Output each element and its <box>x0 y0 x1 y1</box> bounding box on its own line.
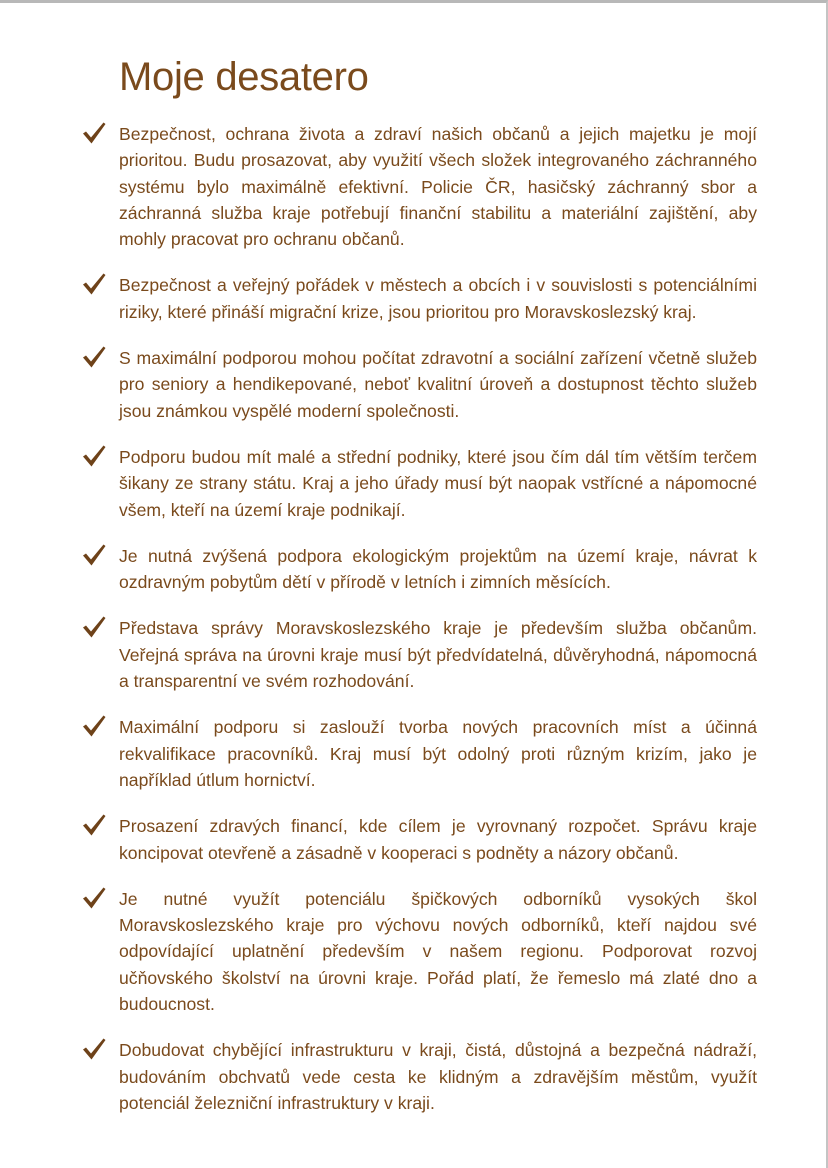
list-item-text: Bezpečnost, ochrana života a zdraví našich občanů a jejich majetku je mojí prioritou. Budu prosazovat, aby využití všech složek integrovaného záchranného systému bylo maximálně efektivní. Policie ČR, hasičský záchranný sbor a záchranná služba kraje potřebují finanční stabilitu a materiální zajištění, aby mohly pracovat pro ochranu občanů. <box>119 124 757 250</box>
check-mark-icon <box>81 272 107 296</box>
list-item <box>0 615 828 694</box>
list-item <box>0 444 828 523</box>
check-mark-icon <box>81 121 107 145</box>
list-item-text: Prosazení zdravých financí, kde cílem je vyrovnaný rozpočet. Správu kraje koncipovat otevřeně a zásadně v kooperaci s podněty a názory občanů. <box>119 816 757 863</box>
check-mark-icon <box>81 345 107 369</box>
list-item <box>0 714 828 793</box>
list-item <box>0 1037 828 1116</box>
list-item-text: Představa správy Moravskoslezského kraje je především služba občanům. Veřejná správa na úrovni kraje musí být předvídatelná, důvěryhodná, nápomocná a transparentní ve svém rozhodování. <box>119 618 757 692</box>
check-mark-icon <box>81 543 107 567</box>
check-mark-icon <box>81 615 107 639</box>
check-mark-icon <box>81 886 107 910</box>
check-mark-icon <box>81 1037 107 1061</box>
list-item <box>0 272 828 325</box>
list-item <box>0 813 828 866</box>
list-item-text: Maximální podporu si zaslouží tvorba nových pracovních míst a účinná rekvalifikace pracovníků. Kraj musí být odolný proti různým krizím, jako je například útlum hornictví. <box>119 717 757 790</box>
list-item-text: Dobudovat chybějící infrastrukturu v kraji, čistá, důstojná a bezpečná nádraží, budováním obchvatů vede cesta ke klidným a zdravějším městům, využít potenciál železniční infrastruktury v kraji. <box>119 1040 757 1113</box>
list-item-text: Bezpečnost a veřejný pořádek v městech a obcích i v souvislosti s potenciálními riziky, které přináší migrační krize, jsou prioritou pro Moravskoslezský kraj. <box>119 275 757 322</box>
check-mark-icon <box>81 714 107 738</box>
list-item <box>0 345 828 424</box>
list-item-text: Je nutné využít potenciálu špičkových odborníků vysokých škol Moravskoslezského kraje pro výchovu nových odborníků, kteří najdou své odpovídající uplatnění především v našem regionu. Podporovat rozvoj učňovského školství na úrovni kraje. Pořád platí, že řemeslo má zlaté dno a budoucnost. <box>119 888 757 1015</box>
page-title: Moje desatero <box>119 55 369 99</box>
check-mark-icon <box>81 444 107 468</box>
list-item-text: S maximální podporou mohou počítat zdravotní a sociální zařízení včetně služeb pro seniory a hendikepované, neboť kvalitní úroveň a dostupnost těchto služeb jsou známkou vyspělé moderní společnosti. <box>119 348 757 421</box>
list-item-text: Je nutná zvýšená podpora ekologickým projektům na území kraje, návrat k ozdravným pobytům dětí v přírodě v letních i zimních měsících. <box>119 545 757 593</box>
list-item <box>0 121 828 252</box>
priority-list <box>0 121 828 1136</box>
list-item <box>0 886 828 1017</box>
list-item <box>0 543 828 596</box>
list-item-text: Podporu budou mít malé a střední podniky, které jsou čím dál tím větším terčem šikany ze strany státu. Kraj a jeho úřady musí být naopak vstřícné a nápomocné všem, kteří na území kraje podnikají. <box>119 446 757 520</box>
check-mark-icon <box>81 813 107 837</box>
